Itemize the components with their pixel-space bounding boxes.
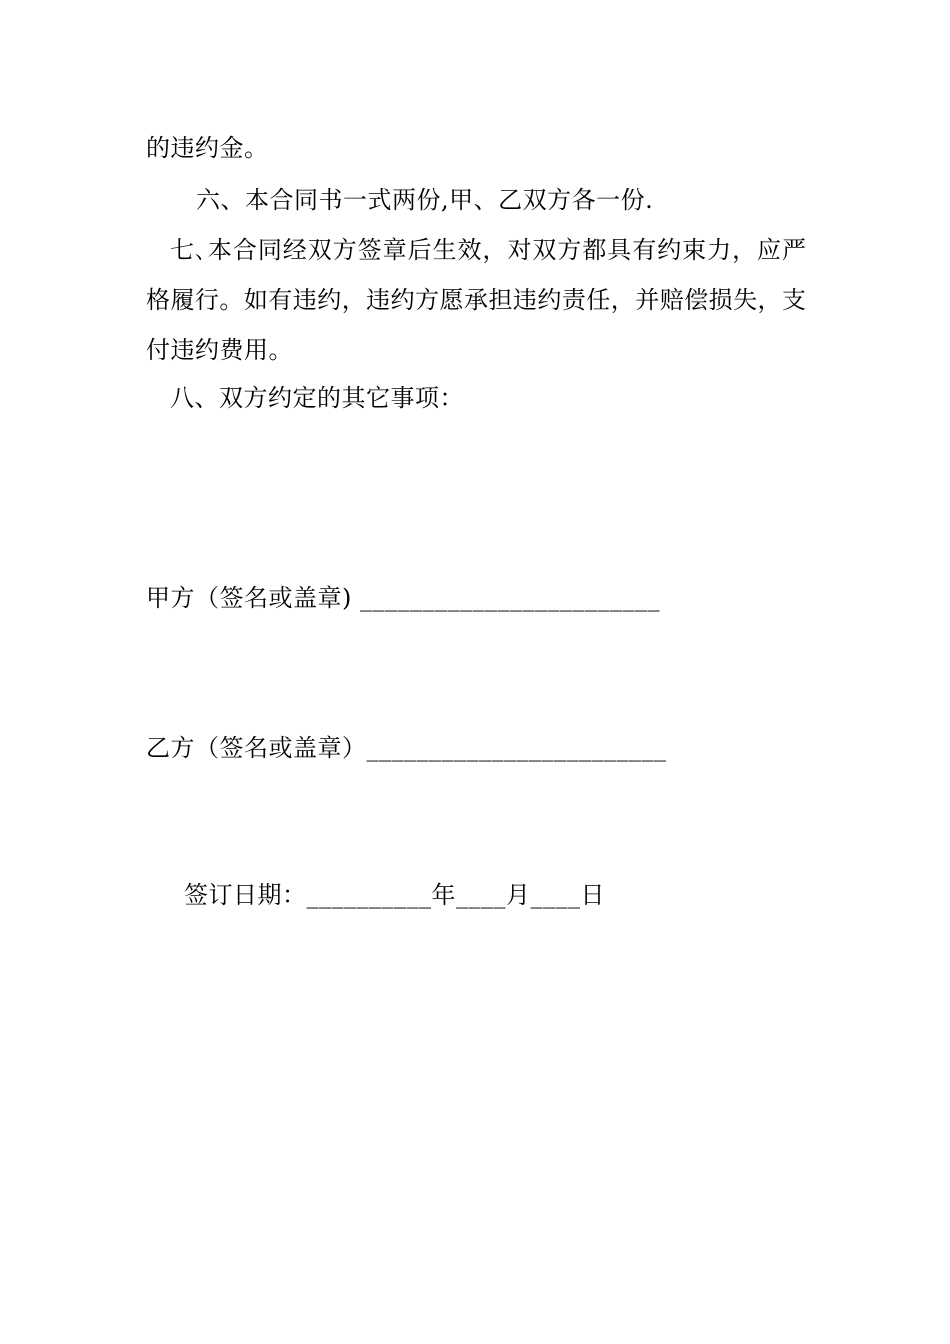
clause-five-continuation: 的违约金。 [146, 134, 269, 162]
signature-line-party-b: 乙方（签名或盖章）________________________ [146, 734, 667, 762]
clause-seven-line-1: 七､本合同经双方签章后生效，对双方都具有约束力，应严 [170, 236, 806, 264]
clause-eight: 八、双方约定的其它事项： [170, 384, 464, 412]
signing-date-line: 签订日期：__________年____月____日 [184, 881, 605, 909]
clause-seven-line-3: 付违约费用。 [146, 336, 293, 364]
clause-seven-line-2: 格履行。如有违约，违约方愿承担违约责任，并赔偿损失，支 [146, 286, 806, 314]
clause-six: 六、本合同书一式两份,甲、乙双方各一份. [196, 186, 654, 214]
signature-line-party-a: 甲方（签名或盖章) ________________________ [146, 584, 660, 612]
